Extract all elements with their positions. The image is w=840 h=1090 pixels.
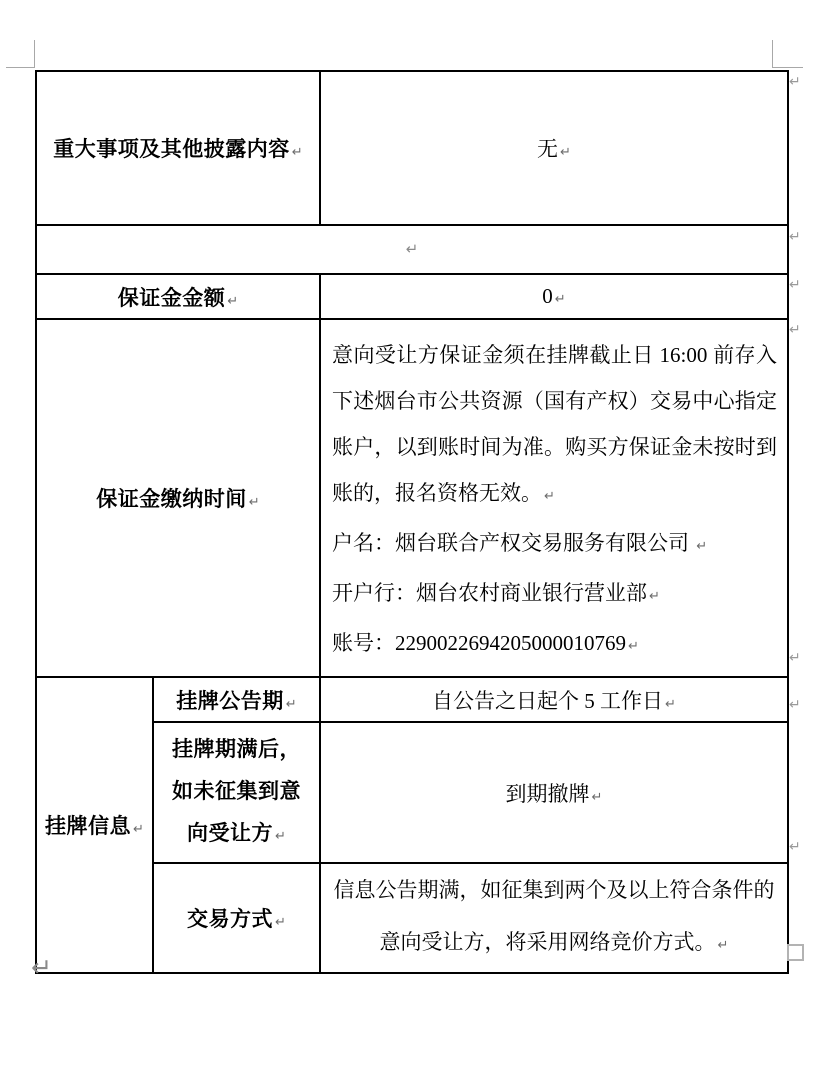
paragraph-mark: ↵ — [696, 539, 708, 554]
crop-mark-top-right-horizontal — [772, 67, 803, 68]
deposit-time-paragraph: 意向受让方保证金须在挂牌截止日 16:00 前存入下述烟台市公共资源（国有产权）交易中心指定账户，以到账时间为准。购买方保证金未按时到账的，报名资格无效。 ↵ — [332, 343, 777, 505]
paragraph-mark: ↵ — [717, 938, 729, 953]
paragraph-mark: ↵ — [591, 789, 603, 805]
paragraph-mark: ↵ — [133, 822, 144, 837]
cell-deposit-time-label — [36, 319, 320, 677]
paragraph-mark: ↵ — [248, 495, 260, 510]
deposit-amount-label: 保证金金额 — [117, 285, 226, 310]
announcement-period-label: 挂牌公告期 — [176, 688, 284, 713]
cell-expiry-value — [320, 722, 788, 863]
announcement-period-value: 自公告之日起个 5 工作日 — [432, 688, 664, 713]
trade-mode-value: 信息公告期满，如征集到两个及以上符合条件的意向受让方，将采用网络竞价方式。 — [333, 878, 775, 954]
paragraph-mark: ↵ — [544, 489, 555, 504]
deposit-time-label: 保证金缴纳时间 — [96, 487, 247, 511]
deposit-amount-value: 0 — [542, 284, 553, 308]
table-resize-handle[interactable] — [787, 944, 804, 961]
row-end-mark: ↵ — [789, 229, 801, 245]
cell-deposit-time-value — [320, 319, 788, 677]
row-end-mark: ↵ — [789, 277, 801, 293]
cell-listing-info-label — [36, 677, 153, 973]
trade-mode-label: 交易方式 — [187, 907, 274, 931]
paragraph-mark: ↵ — [628, 639, 639, 654]
deposit-account-name: 户名：烟台联合产权交易服务有限公司 ↵ — [332, 531, 708, 555]
major-disclosure-label: 重大事项及其他披露内容 — [53, 137, 290, 161]
paragraph-mark: ↵ — [275, 915, 286, 930]
paragraph-mark: ↵ — [665, 696, 676, 712]
cell-major-disclosure-value — [320, 71, 788, 225]
cell-expiry-label — [153, 722, 320, 863]
paragraph-mark: ↵ — [291, 145, 303, 160]
deposit-account-number: 账号：2290022694205000010769 ↵ — [332, 631, 639, 655]
paragraph-mark: ↵ — [554, 292, 566, 307]
crop-mark-top-left-vertical — [34, 40, 35, 68]
paragraph-mark: ↵ — [405, 240, 419, 258]
row-end-mark: ↵ — [789, 839, 801, 855]
crop-mark-top-right-vertical — [772, 40, 773, 68]
cell-empty-row — [36, 225, 788, 274]
cell-announcement-period-label — [153, 677, 320, 722]
cell-announcement-period-value — [320, 677, 788, 722]
cell-deposit-amount-label — [36, 274, 320, 319]
expiry-value: 到期撤牌 — [505, 781, 590, 806]
paragraph-mark: ↵ — [285, 696, 297, 712]
row-end-mark: ↵ — [789, 650, 801, 666]
cell-major-disclosure-label — [36, 71, 320, 225]
cell-deposit-amount-value — [320, 274, 788, 319]
cell-trade-mode-label — [153, 863, 320, 973]
paragraph-mark: ↵ — [31, 953, 52, 982]
paragraph-mark: ↵ — [227, 293, 239, 309]
major-disclosure-value: 无 — [537, 137, 559, 161]
cell-trade-mode-value — [320, 863, 788, 973]
disclosure-table — [35, 70, 789, 974]
paragraph-mark: ↵ — [649, 589, 660, 604]
expiry-label: 挂牌期满后，如未征集到意向受让方 — [172, 736, 301, 845]
crop-mark-top-left-horizontal — [6, 67, 35, 68]
listing-info-label: 挂牌信息 — [45, 814, 132, 838]
row-end-mark: ↵ — [789, 322, 801, 338]
deposit-bank-branch: 开户行：烟台农村商业银行营业部 ↵ — [332, 581, 660, 605]
paragraph-mark: ↵ — [275, 828, 286, 844]
row-end-mark: ↵ — [789, 697, 801, 713]
row-end-mark: ↵ — [789, 74, 801, 90]
paragraph-mark: ↵ — [560, 145, 571, 160]
